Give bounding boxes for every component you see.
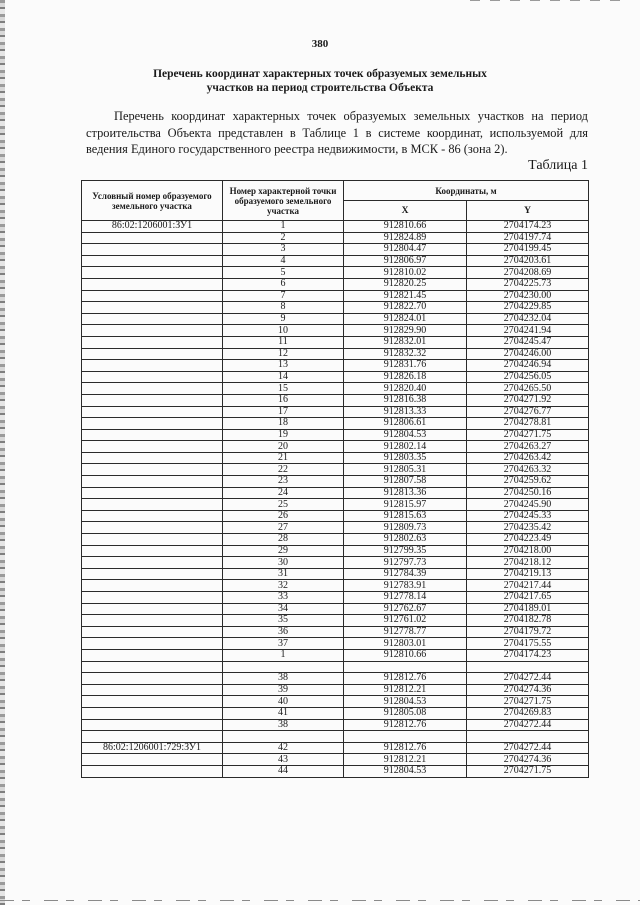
x-coordinate-cell: 912813.36 xyxy=(344,487,467,499)
x-coordinate-cell: 912778.14 xyxy=(344,592,467,604)
parcel-cell xyxy=(82,429,223,441)
y-coordinate-cell: 2704232.04 xyxy=(467,313,589,325)
header-coordinates: Координаты, м xyxy=(344,181,589,201)
table-row xyxy=(82,707,589,719)
x-coordinate-cell: 912812.76 xyxy=(344,719,467,731)
point-number-cell: 7 xyxy=(223,290,344,302)
parcel-cell xyxy=(82,464,223,476)
parcel-cell xyxy=(82,487,223,499)
point-number-cell: 29 xyxy=(223,545,344,557)
parcel-cell xyxy=(82,649,223,661)
y-coordinate-cell: 2704217.44 xyxy=(467,580,589,592)
x-coordinate-cell: 912815.97 xyxy=(344,499,467,511)
table-row xyxy=(82,534,589,546)
table-row xyxy=(82,684,589,696)
point-number-cell: 5 xyxy=(223,267,344,279)
parcel-cell xyxy=(82,545,223,557)
x-coordinate-cell: 912824.01 xyxy=(344,313,467,325)
parcel-cell xyxy=(82,267,223,279)
table-row xyxy=(82,731,589,743)
x-coordinate-cell: 912802.63 xyxy=(344,534,467,546)
point-number-cell: 12 xyxy=(223,348,344,360)
table-row xyxy=(82,592,589,604)
scan-bottom-edge xyxy=(0,900,640,901)
point-number-cell: 23 xyxy=(223,476,344,488)
y-coordinate-cell: 2704246.00 xyxy=(467,348,589,360)
header-y: Y xyxy=(467,201,589,221)
y-coordinate-cell: 2704182.78 xyxy=(467,615,589,627)
point-number-cell: 2 xyxy=(223,232,344,244)
y-coordinate-cell: 2704235.42 xyxy=(467,522,589,534)
point-number-cell: 31 xyxy=(223,568,344,580)
parcel-cell xyxy=(82,336,223,348)
x-coordinate-cell: 912804.47 xyxy=(344,244,467,256)
table-row xyxy=(82,603,589,615)
header-parcel: Условный номер образуемого земельного участка xyxy=(82,181,223,221)
table-row xyxy=(82,476,589,488)
y-coordinate-cell: 2704263.27 xyxy=(467,441,589,453)
point-number-cell: 21 xyxy=(223,452,344,464)
parcel-cell xyxy=(82,360,223,372)
y-coordinate-cell: 2704189.01 xyxy=(467,603,589,615)
y-coordinate-cell: 2704225.73 xyxy=(467,278,589,290)
table-row xyxy=(82,568,589,580)
y-coordinate-cell: 2704246.94 xyxy=(467,360,589,372)
x-coordinate-cell: 912806.61 xyxy=(344,418,467,430)
table-row xyxy=(82,452,589,464)
parcel-cell xyxy=(82,719,223,731)
table-row xyxy=(82,290,589,302)
parcel-cell xyxy=(82,707,223,719)
point-number-cell: 14 xyxy=(223,371,344,383)
parcel-cell xyxy=(82,696,223,708)
table-row xyxy=(82,545,589,557)
point-number-cell: 44 xyxy=(223,765,344,777)
y-coordinate-cell: 2704256.05 xyxy=(467,371,589,383)
y-coordinate-cell: 2704175.55 xyxy=(467,638,589,650)
point-number-cell: 4 xyxy=(223,255,344,267)
point-number-cell: 24 xyxy=(223,487,344,499)
parcel-cell xyxy=(82,302,223,314)
point-number-cell xyxy=(223,661,344,673)
point-number-cell: 32 xyxy=(223,580,344,592)
x-coordinate-cell: 912761.02 xyxy=(344,615,467,627)
x-coordinate-cell: 912813.33 xyxy=(344,406,467,418)
table-label: Таблица 1 xyxy=(528,158,588,173)
y-coordinate-cell: 2704271.75 xyxy=(467,696,589,708)
parcel-cell xyxy=(82,765,223,777)
x-coordinate-cell: 912812.76 xyxy=(344,742,467,754)
point-number-cell: 36 xyxy=(223,626,344,638)
parcel-cell xyxy=(82,278,223,290)
x-coordinate-cell: 912820.25 xyxy=(344,278,467,290)
y-coordinate-cell: 2704229.85 xyxy=(467,302,589,314)
x-coordinate-cell: 912810.66 xyxy=(344,649,467,661)
x-coordinate-cell: 912806.97 xyxy=(344,255,467,267)
parcel-cell xyxy=(82,441,223,453)
point-number-cell: 33 xyxy=(223,592,344,604)
table-row xyxy=(82,464,589,476)
table-row xyxy=(82,232,589,244)
parcel-cell xyxy=(82,452,223,464)
point-number-cell: 28 xyxy=(223,534,344,546)
x-coordinate-cell: 912803.35 xyxy=(344,452,467,464)
x-coordinate-cell: 912783.91 xyxy=(344,580,467,592)
x-coordinate-cell: 912784.39 xyxy=(344,568,467,580)
x-coordinate-cell: 912804.53 xyxy=(344,696,467,708)
point-number-cell: 38 xyxy=(223,673,344,685)
y-coordinate-cell: 2704230.00 xyxy=(467,290,589,302)
x-coordinate-cell: 912832.32 xyxy=(344,348,467,360)
coordinates-table xyxy=(81,180,589,778)
point-number-cell: 15 xyxy=(223,383,344,395)
y-coordinate-cell: 2704241.94 xyxy=(467,325,589,337)
table-row xyxy=(82,267,589,279)
table-row xyxy=(82,278,589,290)
point-number-cell: 39 xyxy=(223,684,344,696)
x-coordinate-cell: 912810.02 xyxy=(344,267,467,279)
x-coordinate-cell: 912832.01 xyxy=(344,336,467,348)
y-coordinate-cell: 2704218.00 xyxy=(467,545,589,557)
table-row xyxy=(82,441,589,453)
x-coordinate-cell: 912824.89 xyxy=(344,232,467,244)
intro-paragraph: Перечень координат характерных точек образуемых земельных участков на период строительства Объекта представлен в Таблице 1 в системе координат, используемой для ведения Единого государственного реестра недвижимости, в МСК - 86 (зона 2). xyxy=(86,109,588,156)
parcel-cell xyxy=(82,244,223,256)
point-number-cell: 1 xyxy=(223,221,344,233)
parcel-cell xyxy=(82,255,223,267)
x-coordinate-cell: 912829.90 xyxy=(344,325,467,337)
y-coordinate-cell: 2704274.36 xyxy=(467,754,589,766)
y-coordinate-cell: 2704197.74 xyxy=(467,232,589,244)
x-coordinate-cell: 912802.14 xyxy=(344,441,467,453)
point-number-cell: 40 xyxy=(223,696,344,708)
x-coordinate-cell: 912804.53 xyxy=(344,429,467,441)
parcel-cell xyxy=(82,313,223,325)
parcel-cell xyxy=(82,580,223,592)
scan-left-edge xyxy=(0,0,5,905)
y-coordinate-cell: 2704203.61 xyxy=(467,255,589,267)
y-coordinate-cell: 2704278.81 xyxy=(467,418,589,430)
parcel-cell xyxy=(82,418,223,430)
table-row xyxy=(82,626,589,638)
parcel-cell xyxy=(82,534,223,546)
y-coordinate-cell: 2704199.45 xyxy=(467,244,589,256)
x-coordinate-cell: 912815.63 xyxy=(344,510,467,522)
parcel-cell xyxy=(82,394,223,406)
table-row xyxy=(82,615,589,627)
y-coordinate-cell: 2704259.62 xyxy=(467,476,589,488)
y-coordinate-cell: 2704276.77 xyxy=(467,406,589,418)
x-coordinate-cell: 912822.70 xyxy=(344,302,467,314)
parcel-cell: 86:02:1206001:ЗУ1 xyxy=(82,221,223,233)
x-coordinate-cell: 912762.67 xyxy=(344,603,467,615)
parcel-cell xyxy=(82,568,223,580)
parcel-cell xyxy=(82,603,223,615)
y-coordinate-cell: 2704245.47 xyxy=(467,336,589,348)
parcel-cell xyxy=(82,476,223,488)
parcel-cell xyxy=(82,661,223,673)
table-row xyxy=(82,383,589,395)
table-row xyxy=(82,360,589,372)
table-row xyxy=(82,302,589,314)
parcel-cell xyxy=(82,383,223,395)
x-coordinate-cell: 912804.53 xyxy=(344,765,467,777)
table-row xyxy=(82,406,589,418)
table-row xyxy=(82,719,589,731)
title-line-1: Перечень координат характерных точек образуемых земельных xyxy=(153,68,487,80)
point-number-cell: 25 xyxy=(223,499,344,511)
header-x: X xyxy=(344,201,467,221)
x-coordinate-cell: 912803.01 xyxy=(344,638,467,650)
x-coordinate-cell: 912820.40 xyxy=(344,383,467,395)
parcel-cell xyxy=(82,348,223,360)
header-point: Номер характерной точки образуемого земельного участка xyxy=(223,181,344,221)
table-row xyxy=(82,638,589,650)
table-row xyxy=(82,649,589,661)
y-coordinate-cell: 2704272.44 xyxy=(467,673,589,685)
y-coordinate-cell: 2704250.16 xyxy=(467,487,589,499)
parcel-cell xyxy=(82,731,223,743)
x-coordinate-cell xyxy=(344,661,467,673)
parcel-cell xyxy=(82,638,223,650)
point-number-cell: 3 xyxy=(223,244,344,256)
point-number-cell: 26 xyxy=(223,510,344,522)
parcel-cell xyxy=(82,290,223,302)
x-coordinate-cell: 912809.73 xyxy=(344,522,467,534)
y-coordinate-cell: 2704263.42 xyxy=(467,452,589,464)
point-number-cell: 1 xyxy=(223,649,344,661)
point-number-cell: 38 xyxy=(223,719,344,731)
table-row xyxy=(82,371,589,383)
table-row xyxy=(82,394,589,406)
x-coordinate-cell: 912805.31 xyxy=(344,464,467,476)
point-number-cell: 34 xyxy=(223,603,344,615)
point-number-cell: 17 xyxy=(223,406,344,418)
table-row xyxy=(82,244,589,256)
table-row xyxy=(82,580,589,592)
parcel-cell xyxy=(82,615,223,627)
parcel-cell xyxy=(82,684,223,696)
x-coordinate-cell: 912805.08 xyxy=(344,707,467,719)
y-coordinate-cell: 2704269.83 xyxy=(467,707,589,719)
x-coordinate-cell: 912831.76 xyxy=(344,360,467,372)
x-coordinate-cell: 912807.58 xyxy=(344,476,467,488)
parcel-cell xyxy=(82,754,223,766)
table-row xyxy=(82,336,589,348)
parcel-cell xyxy=(82,325,223,337)
y-coordinate-cell: 2704272.44 xyxy=(467,719,589,731)
title-line-2: участков на период строительства Объекта xyxy=(206,82,434,94)
table-row xyxy=(82,313,589,325)
page-number: 380 xyxy=(311,38,329,50)
point-number-cell: 20 xyxy=(223,441,344,453)
point-number-cell: 35 xyxy=(223,615,344,627)
parcel-cell xyxy=(82,557,223,569)
point-number-cell: 11 xyxy=(223,336,344,348)
x-coordinate-cell: 912797.73 xyxy=(344,557,467,569)
y-coordinate-cell: 2704174.23 xyxy=(467,649,589,661)
parcel-cell xyxy=(82,592,223,604)
point-number-cell: 6 xyxy=(223,278,344,290)
x-coordinate-cell: 912810.66 xyxy=(344,221,467,233)
x-coordinate-cell: 912816.38 xyxy=(344,394,467,406)
point-number-cell: 9 xyxy=(223,313,344,325)
x-coordinate-cell: 912812.21 xyxy=(344,754,467,766)
parcel-cell xyxy=(82,673,223,685)
point-number-cell: 27 xyxy=(223,522,344,534)
document-title xyxy=(100,67,540,95)
point-number-cell: 18 xyxy=(223,418,344,430)
parcel-cell xyxy=(82,522,223,534)
point-number-cell: 42 xyxy=(223,742,344,754)
y-coordinate-cell xyxy=(467,661,589,673)
table-row xyxy=(82,348,589,360)
point-number-cell: 41 xyxy=(223,707,344,719)
y-coordinate-cell: 2704223.49 xyxy=(467,534,589,546)
point-number-cell: 43 xyxy=(223,754,344,766)
y-coordinate-cell: 2704272.44 xyxy=(467,742,589,754)
parcel-cell xyxy=(82,232,223,244)
scan-top-edge xyxy=(470,0,630,1)
table-row xyxy=(82,696,589,708)
parcel-cell xyxy=(82,406,223,418)
y-coordinate-cell: 2704271.75 xyxy=(467,765,589,777)
x-coordinate-cell: 912778.77 xyxy=(344,626,467,638)
y-coordinate-cell: 2704245.90 xyxy=(467,499,589,511)
y-coordinate-cell: 2704265.50 xyxy=(467,383,589,395)
x-coordinate-cell xyxy=(344,731,467,743)
point-number-cell: 19 xyxy=(223,429,344,441)
y-coordinate-cell: 2704218.12 xyxy=(467,557,589,569)
point-number-cell: 22 xyxy=(223,464,344,476)
parcel-cell xyxy=(82,371,223,383)
y-coordinate-cell: 2704179.72 xyxy=(467,626,589,638)
x-coordinate-cell: 912812.21 xyxy=(344,684,467,696)
table-row xyxy=(82,742,589,754)
table-row xyxy=(82,754,589,766)
table-row xyxy=(82,221,589,233)
y-coordinate-cell xyxy=(467,731,589,743)
table-row xyxy=(82,522,589,534)
x-coordinate-cell: 912799.35 xyxy=(344,545,467,557)
table-row xyxy=(82,673,589,685)
parcel-cell xyxy=(82,626,223,638)
point-number-cell: 37 xyxy=(223,638,344,650)
table-row xyxy=(82,255,589,267)
y-coordinate-cell: 2704271.92 xyxy=(467,394,589,406)
table-row xyxy=(82,325,589,337)
y-coordinate-cell: 2704174.23 xyxy=(467,221,589,233)
y-coordinate-cell: 2704274.36 xyxy=(467,684,589,696)
point-number-cell xyxy=(223,731,344,743)
table-row xyxy=(82,510,589,522)
x-coordinate-cell: 912821.45 xyxy=(344,290,467,302)
parcel-cell: 86:02:1206001:729:ЗУ1 xyxy=(82,742,223,754)
y-coordinate-cell: 2704271.75 xyxy=(467,429,589,441)
point-number-cell: 13 xyxy=(223,360,344,372)
y-coordinate-cell: 2704217.65 xyxy=(467,592,589,604)
table-row xyxy=(82,418,589,430)
y-coordinate-cell: 2704219.13 xyxy=(467,568,589,580)
point-number-cell: 30 xyxy=(223,557,344,569)
table-row xyxy=(82,429,589,441)
table-row xyxy=(82,499,589,511)
y-coordinate-cell: 2704263.32 xyxy=(467,464,589,476)
y-coordinate-cell: 2704208.69 xyxy=(467,267,589,279)
parcel-cell xyxy=(82,499,223,511)
x-coordinate-cell: 912826.18 xyxy=(344,371,467,383)
y-coordinate-cell: 2704245.33 xyxy=(467,510,589,522)
point-number-cell: 8 xyxy=(223,302,344,314)
table-row xyxy=(82,487,589,499)
point-number-cell: 16 xyxy=(223,394,344,406)
table-row xyxy=(82,765,589,777)
table-row xyxy=(82,661,589,673)
point-number-cell: 10 xyxy=(223,325,344,337)
coordinates-table-body xyxy=(82,221,589,778)
parcel-cell xyxy=(82,510,223,522)
x-coordinate-cell: 912812.76 xyxy=(344,673,467,685)
table-row xyxy=(82,557,589,569)
